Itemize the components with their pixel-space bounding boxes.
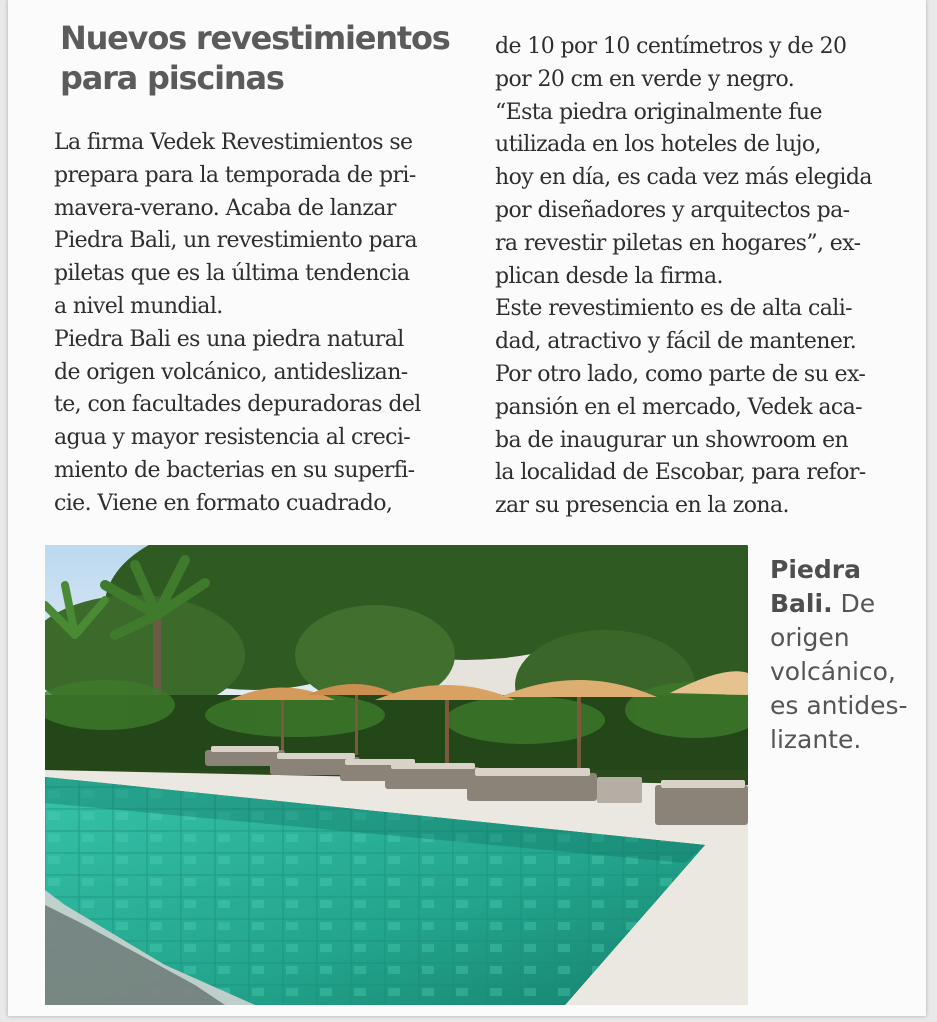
- caption-line: origen: [770, 623, 850, 652]
- text-line: Piedra Bali, un revestimiento para: [54, 228, 417, 254]
- text-line: miento de bacterias en su superfi-: [54, 457, 415, 483]
- text-line: Piedra Bali es una piedra natural: [54, 326, 404, 352]
- magazine-page: [8, 0, 926, 1016]
- text-line: hoy en día, es cada vez más elegida: [495, 165, 872, 191]
- pool-photo: [45, 545, 748, 1005]
- text-line: “Esta piedra originalmente fue: [495, 99, 822, 125]
- text-line: zar su presencia en la zona.: [495, 493, 789, 519]
- text-line: por diseñadores y arquitectos pa-: [495, 197, 850, 223]
- caption-line: lizante.: [770, 725, 862, 754]
- text-line: utilizada en los hoteles de lujo,: [495, 132, 821, 158]
- text-line: a nivel mundial.: [54, 293, 223, 319]
- caption-text: De: [840, 589, 876, 618]
- text-line: piletas que es la última tendencia: [54, 261, 410, 287]
- text-line: prepara para la temporada de pri-: [54, 162, 416, 188]
- text-line: pansión en el mercado, Vedek aca-: [495, 394, 862, 420]
- caption-title-line: Piedra: [770, 555, 861, 584]
- text-line: ba de inaugurar un showroom en: [495, 427, 849, 453]
- article-headline: [60, 18, 480, 98]
- text-line: Este revestimiento es de alta cali-: [495, 296, 852, 322]
- text-line: dad, atractivo y fácil de mantener.: [495, 329, 857, 355]
- text-line: ra revestir piletas en hogares”, ex-: [495, 230, 861, 256]
- headline-line: Nuevos revestimientos: [60, 19, 450, 57]
- text-line: de 10 por 10 centímetros y de 20: [495, 34, 847, 59]
- text-line: la localidad de Escobar, para refor-: [495, 460, 866, 486]
- photo-caption: [770, 553, 920, 757]
- article-column-right: [495, 31, 915, 523]
- text-line: de origen volcánico, antideslizan-: [54, 359, 408, 385]
- article-column-left: [54, 127, 464, 521]
- text-line: plican desde la firma.: [495, 263, 723, 289]
- text-line: agua y mayor resistencia al creci-: [54, 425, 411, 451]
- text-line: Por otro lado, como parte de su ex-: [495, 361, 866, 387]
- caption-title-line: Bali.: [770, 589, 833, 618]
- text-line: cie. Viene en formato cuadrado,: [54, 490, 393, 516]
- caption-line: volcánico,: [770, 657, 896, 686]
- text-line: te, con facultades depuradoras del: [54, 392, 421, 418]
- text-line: por 20 cm en verde y negro.: [495, 66, 795, 92]
- pool-photo-illustration: [45, 545, 748, 1005]
- text-line: mavera-verano. Acaba de lanzar: [54, 195, 396, 221]
- headline-line: para piscinas: [60, 59, 284, 97]
- text-line: La firma Vedek Revestimientos se: [54, 130, 413, 155]
- caption-line: es antides-: [770, 691, 908, 720]
